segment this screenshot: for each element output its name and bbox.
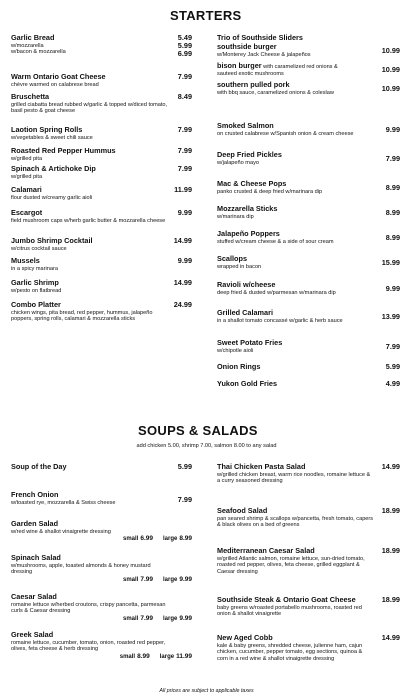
slider-name-line <box>217 62 400 71</box>
item-price: 14.99 <box>173 278 192 287</box>
menu-item <box>11 279 192 301</box>
item-desc: wrapped in bacon <box>217 263 262 270</box>
large-price: 9.99 <box>179 614 192 622</box>
item-price: 18.99 <box>381 506 400 515</box>
item-name: Garlic Bread <box>11 33 55 42</box>
item-desc: romaine lettuce w/herbed croutons, crispy pancetta, parmesan curls & Caesar dressing <box>11 601 166 615</box>
menu-item <box>217 363 400 380</box>
slider-inline-desc: with caramelized red onions & <box>261 63 338 70</box>
menu-item <box>217 547 400 596</box>
slider-name: southern pulled pork <box>217 79 290 89</box>
item-price: 18.99 <box>381 595 400 604</box>
item-price: 14.99 <box>381 462 400 471</box>
item-name: Sweet Potato Fries <box>217 338 283 347</box>
small-label: small <box>123 576 139 583</box>
large-label: large <box>163 536 178 543</box>
item-name: Mussels <box>11 256 40 265</box>
item-desc: romaine lettuce, cucumber, tomato, onion, roasted red pepper, olives, feta cheese & herb dressing <box>11 639 166 653</box>
large-label: large <box>163 576 178 583</box>
item-name: Escargot <box>11 208 43 217</box>
item-name: Grilled Calamari <box>217 308 273 317</box>
item-price-stack <box>178 73 192 82</box>
menu-item <box>11 209 192 237</box>
slider-item <box>217 43 400 62</box>
item-price: 15.99 <box>381 258 400 267</box>
item-desc: w/chipotle aioli <box>217 347 254 354</box>
menu-item <box>217 122 400 151</box>
soups-right-list <box>217 463 400 684</box>
item-desc: w/red wine & shallot vinaigrette dressing <box>11 528 111 535</box>
slider-name: bison burger <box>217 60 262 70</box>
item-price: 9.99 <box>177 256 192 265</box>
item-price: 13.99 <box>381 312 400 321</box>
slider-price: 10.99 <box>381 64 400 74</box>
large-price: 8.99 <box>179 535 192 543</box>
soups-title: SOUPS & SALADS <box>138 423 258 438</box>
item-desc: w/mozzarella w/bacon & mozzarella <box>11 42 66 56</box>
item-desc: w/pesto on flatbread <box>11 287 62 294</box>
item-price: 6.99 <box>177 49 192 58</box>
item-price-stack <box>178 257 192 266</box>
menu-item <box>217 596 400 634</box>
item-desc: flour dusted w/creamy garlic aioli <box>11 194 93 201</box>
item-name: Southside Steak & Ontario Goat Cheese <box>217 595 356 604</box>
starters-left-list <box>11 34 192 341</box>
item-name: Ravioli w/cheese <box>217 280 276 289</box>
item-desc: w/grilled Atlantic salmon, romaine lettuce, sun-dried tomato, roasted red pepper, olives, feta cheese, grilled eggplant & Caesar dressing <box>217 555 365 575</box>
menu-item <box>11 301 192 341</box>
menu-item <box>11 520 192 554</box>
menu-item <box>11 257 192 279</box>
item-price: 7.99 <box>177 146 192 155</box>
menu-item <box>217 380 400 394</box>
item-price: 8.49 <box>177 92 192 101</box>
item-price: 7.99 <box>177 125 192 134</box>
item-price: 5.99 <box>385 362 400 371</box>
small-price: 6.99 <box>140 535 153 543</box>
item-price-stack <box>178 165 192 174</box>
item-price: 18.99 <box>381 546 400 555</box>
item-desc: in a spicy marinara <box>11 265 58 272</box>
item-price: 4.99 <box>385 379 400 388</box>
item-price: 9.99 <box>177 208 192 217</box>
menu-item <box>11 73 192 93</box>
item-desc: kale & baby greens, shredded cheese, julienne ham, cajun chicken, cucumber, pepper tomato, egg sections, quinoa & corn in a red wine & shallot vinaigrette dressing <box>217 642 363 662</box>
item-name: Caesar Salad <box>11 592 57 601</box>
slider-item <box>217 81 400 100</box>
item-price: 5.99 <box>177 462 192 471</box>
item-name: Combo Platter <box>11 300 61 309</box>
slider-name-line <box>217 81 400 90</box>
item-price-stack <box>174 186 192 195</box>
small-label: small <box>123 615 139 622</box>
item-price: 24.99 <box>173 300 192 309</box>
item-price: 8.99 <box>385 183 400 192</box>
slider-price: 10.99 <box>381 45 400 55</box>
small-label: small <box>119 653 136 660</box>
item-name: Warm Ontario Goat Cheese <box>11 72 106 81</box>
menu-item <box>217 230 400 255</box>
item-price: 9.99 <box>385 125 400 134</box>
item-price: 7.99 <box>177 495 192 504</box>
item-price-stack <box>178 34 192 58</box>
slider-name-line <box>217 43 400 52</box>
item-price: 7.99 <box>385 342 400 351</box>
menu-item <box>11 186 192 209</box>
item-name: New Aged Cobb <box>217 633 273 642</box>
item-desc: stuffed w/cream cheese & a side of sour cream <box>217 238 334 245</box>
item-name: Seafood Salad <box>217 506 268 515</box>
item-price: 14.99 <box>173 236 192 245</box>
menu-item <box>11 237 192 257</box>
item-name: Garlic Shrimp <box>11 278 59 287</box>
menu-item <box>11 631 192 671</box>
sliders-block <box>217 34 400 100</box>
starters-right-list <box>217 122 400 394</box>
item-name: Yukon Gold Fries <box>217 379 278 388</box>
item-desc: deep fried & dusted w/parmesan w/marinara dip <box>217 289 336 296</box>
menu-item <box>11 126 192 147</box>
item-name: Scallops <box>217 254 248 263</box>
item-name: Deep Fried Pickles <box>217 150 282 159</box>
item-price: 7.99 <box>385 154 400 163</box>
item-desc: w/marinara dip <box>217 213 254 220</box>
item-desc: w/toasted rye, mozzarella & Swiss cheese <box>11 499 116 506</box>
item-desc: w/grilled pita <box>11 173 43 180</box>
menu-item <box>217 151 400 180</box>
sliders-title: Trio of Southside Sliders <box>217 33 303 42</box>
soups-subtitle: add chicken 5.00, shrimp 7.00, salmon 8.00 to any salad <box>136 443 277 449</box>
item-name: Thai Chicken Pasta Salad <box>217 462 306 471</box>
menu-item <box>217 634 400 684</box>
menu-item <box>11 34 192 73</box>
item-price: 7.99 <box>177 164 192 173</box>
item-price: 7.99 <box>177 72 192 81</box>
item-price: 8.99 <box>385 208 400 217</box>
item-name: Calamari <box>11 185 42 194</box>
item-name: Smoked Salmon <box>217 121 274 130</box>
item-price-stack <box>178 147 192 156</box>
size-prices <box>11 535 192 543</box>
menu-item <box>217 463 400 507</box>
menu-item <box>11 463 192 491</box>
size-prices <box>11 576 192 584</box>
item-price: 9.99 <box>385 284 400 293</box>
item-name: Roasted Red Pepper Hummus <box>11 146 116 155</box>
menu-item <box>217 281 400 309</box>
item-price-stack <box>178 209 192 218</box>
menu-item <box>11 554 192 593</box>
slider-name: southside burger <box>217 41 277 51</box>
menu-item <box>217 507 400 547</box>
menu-item <box>11 491 192 520</box>
slider-desc: sauteed exotic mushrooms <box>217 70 284 77</box>
item-desc: panko crusted & deep fried w/marinara dip <box>217 188 323 195</box>
starters-title: STARTERS <box>170 8 242 23</box>
item-name: Mac & Cheese Pops <box>217 179 287 188</box>
small-price: 8.99 <box>137 652 150 660</box>
item-desc: field mushroom caps w/herb garlic butter & mozzarella cheese <box>11 217 166 224</box>
item-desc: w/citrus cocktail sauce <box>11 245 67 252</box>
item-desc: in a shallot tomato concassé w/garlic & herb sauce <box>217 317 343 324</box>
item-name: Jalapeño Poppers <box>217 229 280 238</box>
item-desc: chicken wings, pita bread, red pepper, hummus, jalapeño poppers, spring rolls, calamari & mozzarella sticks <box>11 309 153 323</box>
menu-item <box>217 255 400 281</box>
large-price: 9.99 <box>179 575 192 583</box>
item-name: Spinach Salad <box>11 553 61 562</box>
menu-item <box>11 165 192 186</box>
small-label: small <box>123 536 139 543</box>
sliders-list <box>217 43 400 100</box>
footer-note: All prices are subject to applicable taxes <box>159 688 254 694</box>
slider-item <box>217 62 400 81</box>
soups-left-list <box>11 463 192 671</box>
item-desc: w/grilled pita <box>11 155 43 162</box>
item-name: French Onion <box>11 490 59 499</box>
item-price-stack <box>174 279 192 288</box>
item-price: 8.99 <box>385 233 400 242</box>
item-desc: w/grilled chicken breast, warm rice noodles, romaine lettuce & a curry seasoned dressing <box>217 471 371 485</box>
menu-item <box>217 339 400 363</box>
item-name: Jumbo Shrimp Cocktail <box>11 236 93 245</box>
item-desc: pan seared shrimp & scallops w/pancetta, fresh tomato, capers & black olives on a bed of greens <box>217 515 374 529</box>
large-label: large <box>159 653 175 660</box>
slider-price: 10.99 <box>381 83 400 93</box>
item-price-stack <box>178 126 192 135</box>
item-price: 14.99 <box>381 633 400 642</box>
item-price-stack <box>174 301 192 310</box>
item-desc: chèvre warmed on calabrese bread <box>11 81 99 88</box>
small-price: 7.99 <box>140 614 153 622</box>
menu-item <box>11 593 192 631</box>
item-name: Greek Salad <box>11 630 54 639</box>
item-price: 5.49 <box>177 33 192 42</box>
slider-desc: with bbq sauce, caramelized onions & coleslaw <box>217 89 334 96</box>
large-label: large <box>163 615 178 622</box>
item-price-stack <box>174 237 192 246</box>
menu-item <box>217 309 400 339</box>
size-prices <box>11 653 192 661</box>
item-name: Mediterranean Caesar Salad <box>217 546 315 555</box>
item-desc: baby greens w/roasted portabello mushrooms, roasted red onion & shallot vinaigrette <box>217 604 362 618</box>
small-price: 7.99 <box>140 575 153 583</box>
item-desc: grilled ciabatta bread rubbed w/garlic & topped w/diced tomato, basil pesto & goat cheese <box>11 101 168 115</box>
item-price-stack <box>178 93 192 102</box>
item-price: 5.99 <box>177 41 192 50</box>
item-desc: w/jalapeño mayo <box>217 159 259 166</box>
item-name: Laotion Spring Rolls <box>11 125 83 134</box>
item-name: Garden Salad <box>11 519 59 528</box>
item-desc: on crusted calabrese w/Spanish onion & cream cheese <box>217 130 354 137</box>
item-name: Bruschetta <box>11 92 50 101</box>
item-name: Soup of the Day <box>11 462 67 471</box>
large-price: 11.99 <box>176 652 192 660</box>
item-name: Mozzarella Sticks <box>217 204 278 213</box>
item-name: Spinach & Artichoke Dip <box>11 164 96 173</box>
item-desc: w/vegetables & sweet chili sauce <box>11 134 93 141</box>
item-price: 11.99 <box>174 185 192 194</box>
menu-item <box>217 205 400 230</box>
item-desc: w/mushrooms, apple, toasted almonds & honey mustard dressing <box>11 562 151 576</box>
menu-item <box>11 147 192 165</box>
menu-item <box>217 180 400 205</box>
slider-desc: w/Monterey Jack Cheese & jalapeños <box>217 51 311 58</box>
size-prices <box>11 615 192 623</box>
item-name: Onion Rings <box>217 362 261 371</box>
menu-item <box>11 93 192 126</box>
